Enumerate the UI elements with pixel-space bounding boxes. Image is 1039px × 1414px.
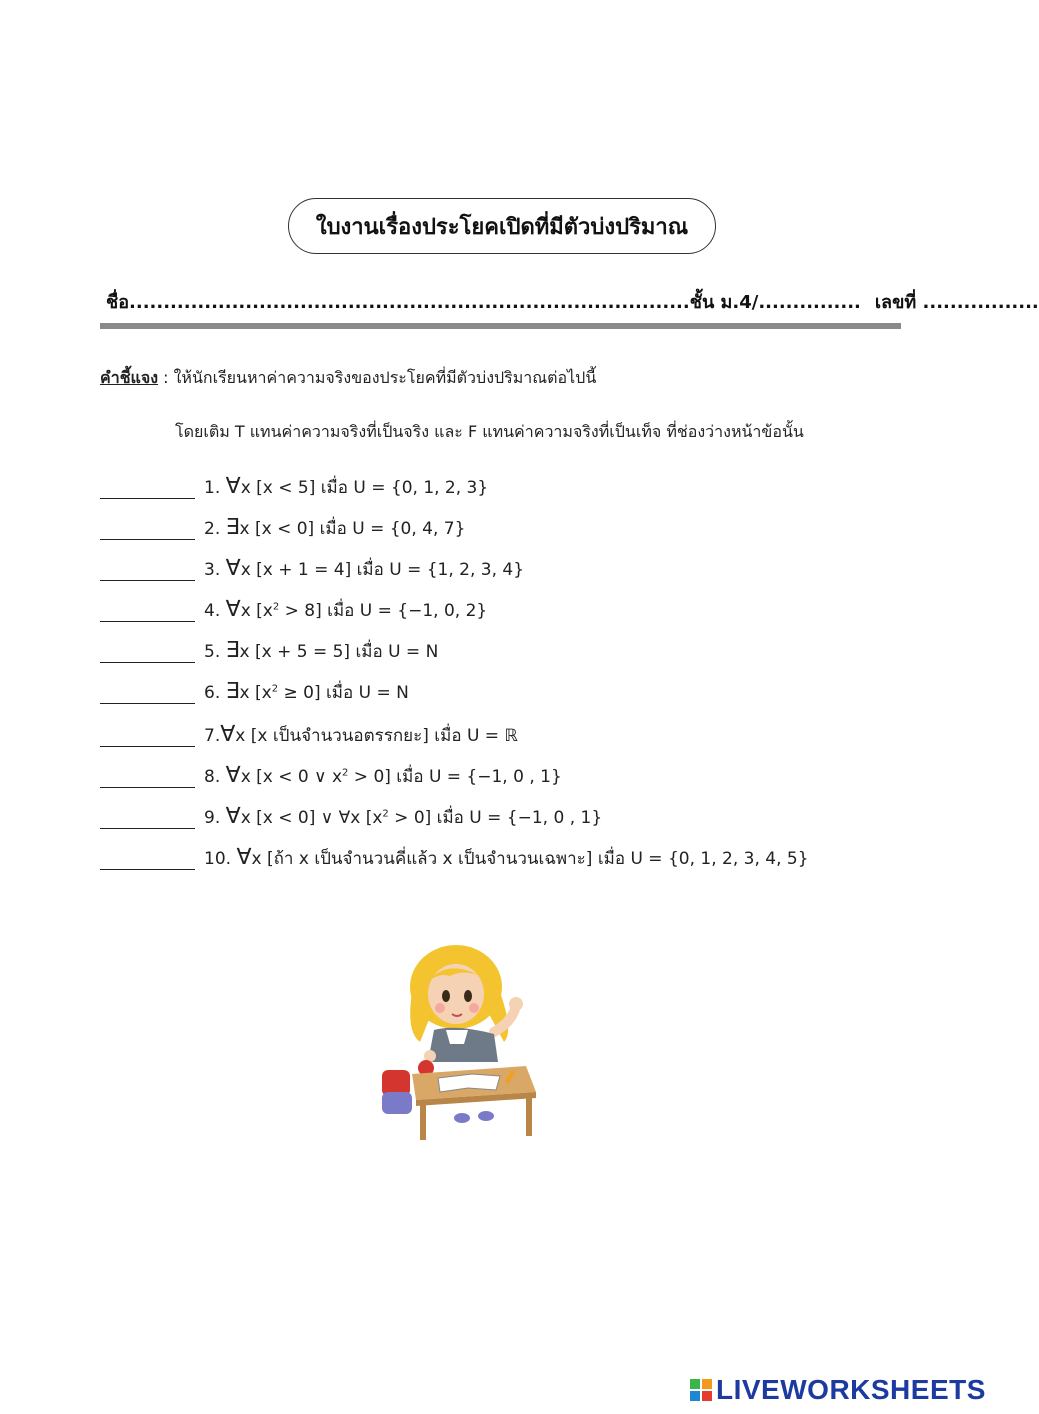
question-statement (204, 763, 562, 790)
answer-blank[interactable] (100, 828, 195, 829)
girl-at-desk-illustration (376, 942, 544, 1147)
quantifier-symbol: ∀ (225, 474, 241, 499)
answer-blank[interactable] (100, 539, 195, 540)
question-statement (204, 804, 602, 831)
question-item (100, 801, 880, 831)
class-field-label: ชั้น ม.4/............... (689, 292, 861, 313)
question-number: 2. (204, 519, 226, 539)
question-item (100, 553, 880, 583)
answer-blank[interactable] (100, 621, 195, 622)
question-number: 1. (204, 478, 226, 498)
quantifier-symbol: ∀ (225, 597, 241, 622)
quantifier-symbol: ∀ (225, 804, 241, 829)
quantifier-symbol: ∃ (225, 515, 240, 540)
exponent: 2 (271, 683, 279, 695)
question-statement (204, 597, 487, 624)
liveworksheets-brand (690, 1374, 986, 1406)
question-text: x [x + 1 = 4] เมื่อ U = {1, 2, 3, 4} (240, 560, 525, 580)
question-statement (204, 474, 488, 501)
worksheet-title: ใบงานเรื่องประโยคเปิดที่มีตัวบ่งปริมาณ (288, 198, 716, 254)
liveworksheets-logo-icon (690, 1379, 712, 1401)
question-item (100, 594, 880, 624)
question-text: x [x < 5] เมื่อ U = {0, 1, 2, 3} (240, 478, 489, 498)
instruction-text: : ให้นักเรียนหาค่าความจริงของประโยคที่มีตัวบ่งปริมาณต่อไปนี้ (158, 368, 597, 387)
brand-wordmark: LIVEWORKSHEETS (716, 1374, 986, 1405)
number-field-label: เลขที่ ................. (874, 292, 1039, 313)
question-item (100, 512, 880, 542)
question-statement (204, 515, 465, 542)
quantifier-symbol: ∀ (225, 763, 241, 788)
instruction-detail: โดยเติม T แทนค่าความจริงที่เป็นจริง และ F แทนค่าความจริงที่เป็นเท็จ ที่ช่องว่างหน้าข้อนั้น (175, 422, 804, 441)
question-statement (204, 845, 809, 872)
question-number: 3. (204, 560, 226, 580)
answer-blank[interactable] (100, 580, 195, 581)
student-info-row (106, 287, 1039, 316)
instruction-line (100, 366, 596, 391)
question-text-continued: ≥ 0] เมื่อ U = N (278, 683, 409, 703)
exponent: 2 (342, 767, 349, 779)
question-item (100, 676, 880, 706)
answer-blank[interactable] (100, 498, 195, 499)
question-text-continued: > 0] เมื่อ U = {−1, 0 , 1} (388, 808, 603, 828)
quantifier-symbol: ∃ (225, 679, 240, 704)
question-text: x [x (239, 683, 272, 703)
quantifier-symbol: ∀ (236, 845, 252, 870)
header-divider (100, 323, 901, 329)
question-text: x [x (240, 601, 273, 621)
question-item (100, 635, 880, 665)
question-item (100, 760, 880, 790)
answer-blank[interactable] (100, 869, 195, 870)
question-text-continued: > 0] เมื่อ U = {−1, 0 , 1} (348, 767, 562, 787)
question-number: 7. (204, 726, 221, 746)
question-text-continued: > 8] เมื่อ U = {−1, 0, 2} (279, 601, 488, 621)
question-number: 6. (204, 683, 226, 703)
answer-blank[interactable] (100, 703, 195, 704)
quantifier-symbol: ∀ (220, 722, 236, 747)
question-number: 10. (204, 849, 237, 869)
question-text: x [x เป็นจำนวนอตรรกยะ] เมื่อ U = ℝ (235, 726, 518, 746)
question-text: x [x < 0 ∨ x (240, 767, 343, 787)
quantifier-symbol: ∃ (225, 638, 240, 663)
question-statement (204, 679, 409, 706)
question-number: 4. (204, 601, 226, 621)
question-statement (204, 638, 438, 665)
exponent: 2 (382, 808, 389, 820)
instruction-label: คำชี้แจง (100, 368, 159, 387)
question-text: x [x < 0] ∨ ∀x [x (240, 808, 383, 828)
answer-blank[interactable] (100, 787, 195, 788)
question-text: x [x + 5 = 5] เมื่อ U = N (239, 642, 439, 662)
question-item (100, 842, 880, 872)
question-item (100, 471, 880, 501)
answer-blank[interactable] (100, 662, 195, 663)
answer-blank[interactable] (100, 746, 195, 747)
question-statement (204, 556, 524, 583)
name-field-label: ชื่อ.................................................................................. (106, 292, 690, 313)
quantifier-symbol: ∀ (225, 556, 241, 581)
question-item (100, 719, 880, 749)
question-number: 9. (204, 808, 226, 828)
question-text: x [ถ้า x เป็นจำนวนคี่แล้ว x เป็นจำนวนเฉพาะ] เมื่อ U = {0, 1, 2, 3, 4, 5} (251, 849, 809, 869)
question-number: 8. (204, 767, 226, 787)
question-text: x [x < 0] เมื่อ U = {0, 4, 7} (239, 519, 466, 539)
exponent: 2 (272, 601, 280, 613)
question-statement (204, 722, 518, 749)
question-number: 5. (204, 642, 226, 662)
